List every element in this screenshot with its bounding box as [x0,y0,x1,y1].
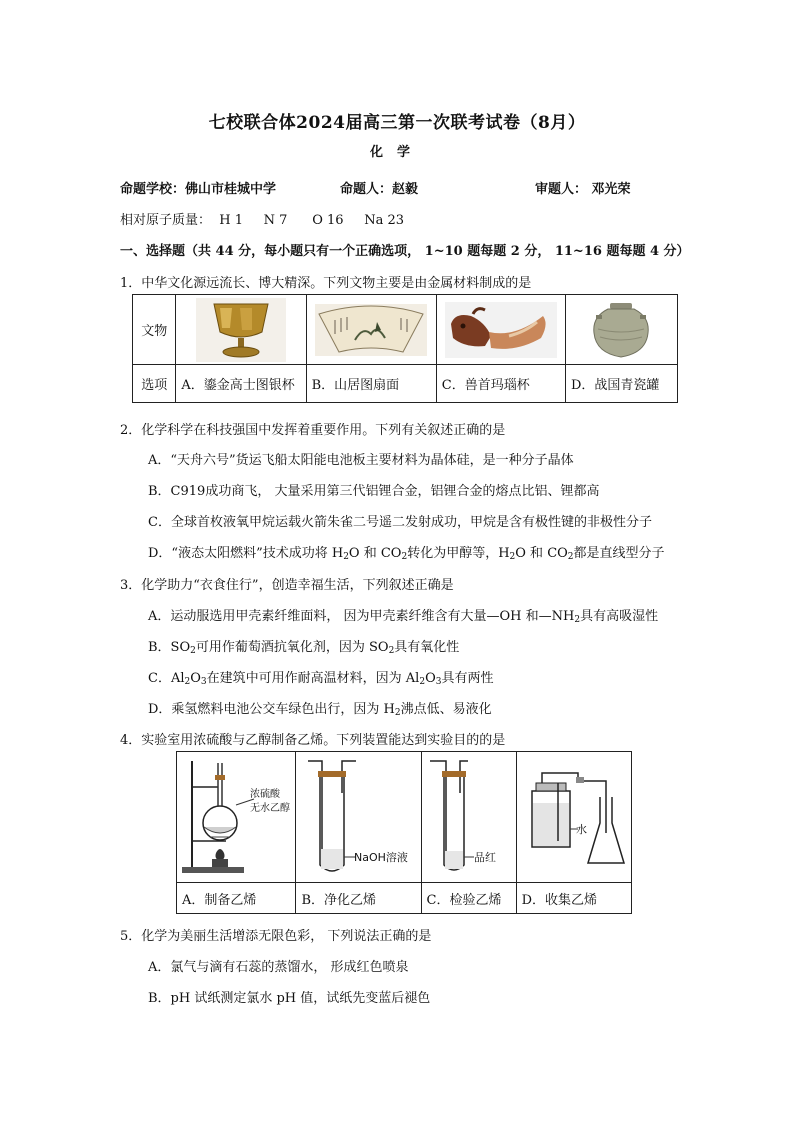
q4-apparatus-a [177,752,296,883]
q2-option-b: B．C919成功商飞， 大量采用第三代铝锂合金，铝锂合金的熔点比铝、锂都高 [148,484,600,499]
water-collection-apparatus-icon [518,753,630,881]
q1-option-b: B．山居图扇面 [306,365,436,403]
q3-option-d: D．乘氢燃料电池公交车绿色出行，因为 $H_2$沸点低、易液化 [148,702,492,718]
q4-stem: 4．实验室用浓硫酸与乙醇制备乙烯。下列装置能达到实验目的的是 [120,733,506,748]
fan-painting-icon [315,304,427,356]
q2-option-a: A．“天舟六号”货运飞船太阳能电池板主要材料为晶体硅，是一种分子晶体 [148,453,574,468]
q5-option-b: B．pH 试纸测定氯水 pH 值，试纸先变蓝后褪色 [148,991,431,1006]
q1-row-header-option: 选项 [133,365,176,403]
q3-option-a: A．运动服选用甲壳素纤维面料， 因为甲壳素纤维含有大量—OH 和$—NH_2$具有高吸湿性 [148,609,659,625]
q4-option-b: B．净化乙烯 [296,883,421,914]
q4-option-a: A．制备乙烯 [177,883,296,914]
q5-option-a: A．氯气与滴有石蕊的蒸馏水， 形成红色喷泉 [148,960,409,975]
naoh-wash-tube-icon [298,753,418,881]
author-label: 命题人：赵毅 [340,182,419,197]
q4-table [176,751,632,914]
q3-option-b: B．$SO_2$可用作葡萄酒抗氧化剂，因为 $SO_2$具有氧化性 [148,640,460,656]
q1-image-d [565,295,677,365]
q1-table [132,294,678,403]
q4-apparatus-c [421,752,516,883]
label-anhydrous-ethanol: 无水乙醇 [250,803,291,814]
label-naoh-solution: NaOH溶液 [354,851,409,864]
q4-option-d: D．收集乙烯 [516,883,631,914]
q1-option-a: A．鎏金高士图银杯 [176,365,306,403]
ethylene-preparation-apparatus-icon [178,753,294,881]
magenta-test-tube-icon [424,753,514,881]
section-heading: 一、选择题（共 44 分，每小题只有一个正确选项， 1~10 题每题 2 分， 11~16 题每题 4 分） [120,244,690,259]
q1-option-c: C．兽首玛瑙杯 [436,365,565,403]
exam-title: 七校联合体2024届高三第一次联考试卷（8月） [208,113,586,133]
q1-row-header-artifact: 文物 [133,295,176,365]
q3-stem: 3．化学助力“衣食住行”，创造幸福生活，下列叙述正确是 [120,578,454,593]
q1-stem: 1．中华文化源远流长、博大精深。下列文物主要是由金属材料制成的是 [120,276,532,291]
q1-image-b [306,295,436,365]
school-label: 命题学校：佛山市桂城中学 [120,182,277,197]
q2-option-c: C．全球首枚液氧甲烷运载火箭朱雀二号遥二发射成功，甲烷是含有极性键的非极性分子 [148,515,652,530]
label-water: 水 [575,823,587,836]
q2-option-d: D．“液态太阳燃料”技术成功将 $H_2O$ 和 $CO_2$转化为甲醇等，$H_2O$ 和 $CO_2$都是直线型分子 [148,546,665,562]
q1-image-a [176,295,306,365]
subject-title: 化学 [369,145,424,160]
reviewer-label: 审题人： 邓光荣 [535,182,631,197]
q5-stem: 5．化学为美丽生活增添无限色彩， 下列说法正确的是 [120,929,432,944]
atomic-mass-line: 相对原子质量： H 1 N 7 O 16 Na 23 [120,213,405,228]
q1-image-c [436,295,565,365]
q4-option-c: C．检验乙烯 [421,883,516,914]
q4-apparatus-d [516,752,631,883]
gilded-silver-cup-icon [196,298,286,362]
q4-apparatus-b [296,752,421,883]
label-magenta: 品红 [473,851,496,864]
q3-option-c: C．$Al_2O_3$在建筑中可用作耐高温材料，因为 $Al_2O_3$具有两性 [148,671,494,687]
celadon-jar-icon [586,299,656,361]
agate-cup-icon [445,302,557,358]
label-concentrated-sulfuric-acid: 浓硫酸 [250,789,281,800]
q1-option-d: D．战国青瓷罐 [565,365,677,403]
q2-stem: 2．化学科学在科技强国中发挥着重要作用。下列有关叙述正确的是 [120,423,506,438]
